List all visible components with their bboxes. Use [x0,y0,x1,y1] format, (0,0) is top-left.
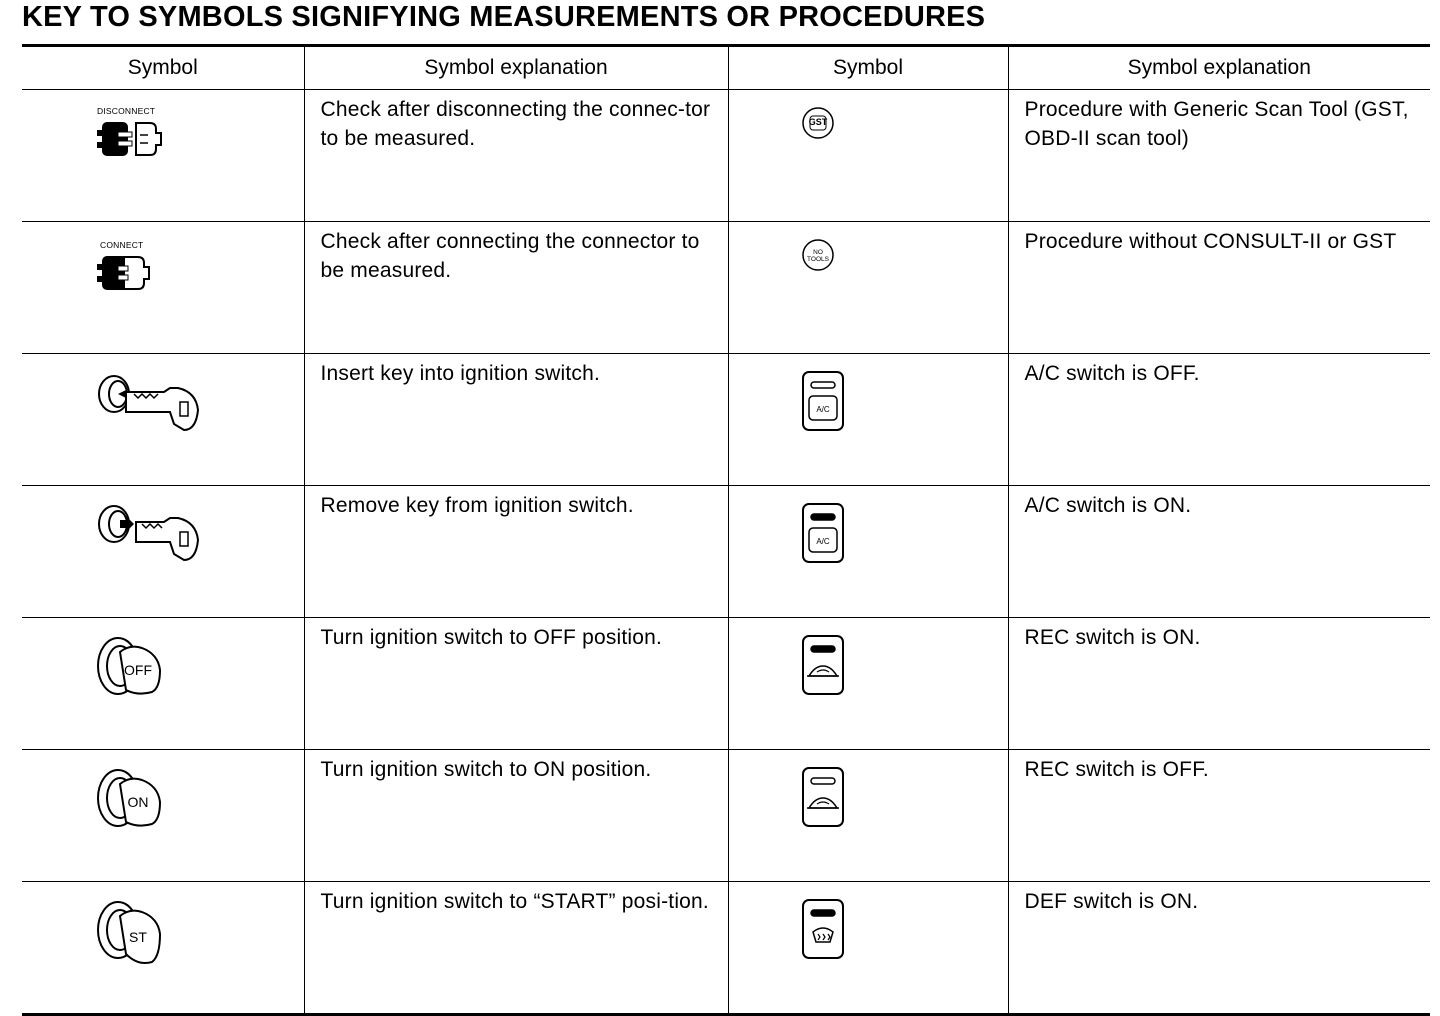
header-explanation-left: Symbol explanation [304,46,728,90]
explanation-cell: REC switch is OFF. [1008,750,1430,882]
symbol-cell [728,354,1008,486]
rec-switch-on-icon [801,634,845,696]
symbol-cell [728,486,1008,618]
no-label: NO [812,249,823,256]
symbol-cell [22,750,304,882]
gst-label: GST [808,117,827,127]
connect-connector-icon [96,240,156,296]
symbol-cell [728,222,1008,354]
symbol-cell [22,222,304,354]
ignition-on-icon [96,764,168,830]
table-row [22,882,1430,1015]
connect-label: CONNECT [100,240,144,250]
table-row [22,90,1430,222]
remove-key-icon [96,502,200,566]
ignition-start-icon [96,896,168,966]
explanation-cell: Check after connecting the connector to be measured. [304,222,728,354]
ac-label: A/C [815,405,830,414]
no-tools-icon [801,238,835,272]
def-switch-on-icon [801,898,845,960]
symbol-cell [22,486,304,618]
off-label: OFF [124,662,152,678]
symbol-cell [22,882,304,1015]
page-title: KEY TO SYMBOLS SIGNIFYING MEASUREMENTS OR PROCEDURES [22,1,986,33]
disconnect-connector-icon [96,106,170,162]
header-symbol-right: Symbol [728,46,1008,90]
symbol-cell [22,90,304,222]
tools-label: TOOLS [806,256,829,263]
gst-scan-tool-icon [801,106,835,140]
explanation-cell: Turn ignition switch to OFF position. [304,618,728,750]
symbol-cell [728,90,1008,222]
explanation-cell: Procedure without CONSULT-II or GST [1008,222,1430,354]
symbol-cell [728,882,1008,1015]
explanation-cell: DEF switch is ON. [1008,882,1430,1015]
table-row [22,354,1430,486]
symbol-cell [728,750,1008,882]
table-row [22,222,1430,354]
explanation-cell: Remove key from ignition switch. [304,486,728,618]
ignition-off-icon [96,632,168,698]
table-row [22,618,1430,750]
explanation-cell: Turn ignition switch to ON position. [304,750,728,882]
symbol-cell [728,618,1008,750]
insert-key-icon [96,372,200,436]
symbols-table [22,44,1430,1016]
on-label: ON [127,794,149,810]
table-row [22,750,1430,882]
explanation-cell: Turn ignition switch to “START” posi-tion. [304,882,728,1015]
explanation-cell: Procedure with Generic Scan Tool (GST, OBD-II scan tool) [1008,90,1430,222]
explanation-cell: A/C switch is ON. [1008,486,1430,618]
explanation-cell: Insert key into ignition switch. [304,354,728,486]
header-explanation-right: Symbol explanation [1008,46,1430,90]
rec-switch-off-icon [801,766,845,828]
explanation-cell: Check after disconnecting the connec-tor to be measured. [304,90,728,222]
st-label: ST [129,929,147,945]
symbol-cell [22,354,304,486]
table-header-row [22,46,1430,90]
explanation-cell: A/C switch is OFF. [1008,354,1430,486]
header-symbol-left: Symbol [22,46,304,90]
explanation-cell: REC switch is ON. [1008,618,1430,750]
disconnect-label: DISCONNECT [97,106,156,116]
symbol-cell [22,618,304,750]
ac-label: A/C [815,537,830,546]
ac-switch-on-icon [801,502,845,564]
ac-switch-off-icon [801,370,845,432]
table-row [22,486,1430,618]
